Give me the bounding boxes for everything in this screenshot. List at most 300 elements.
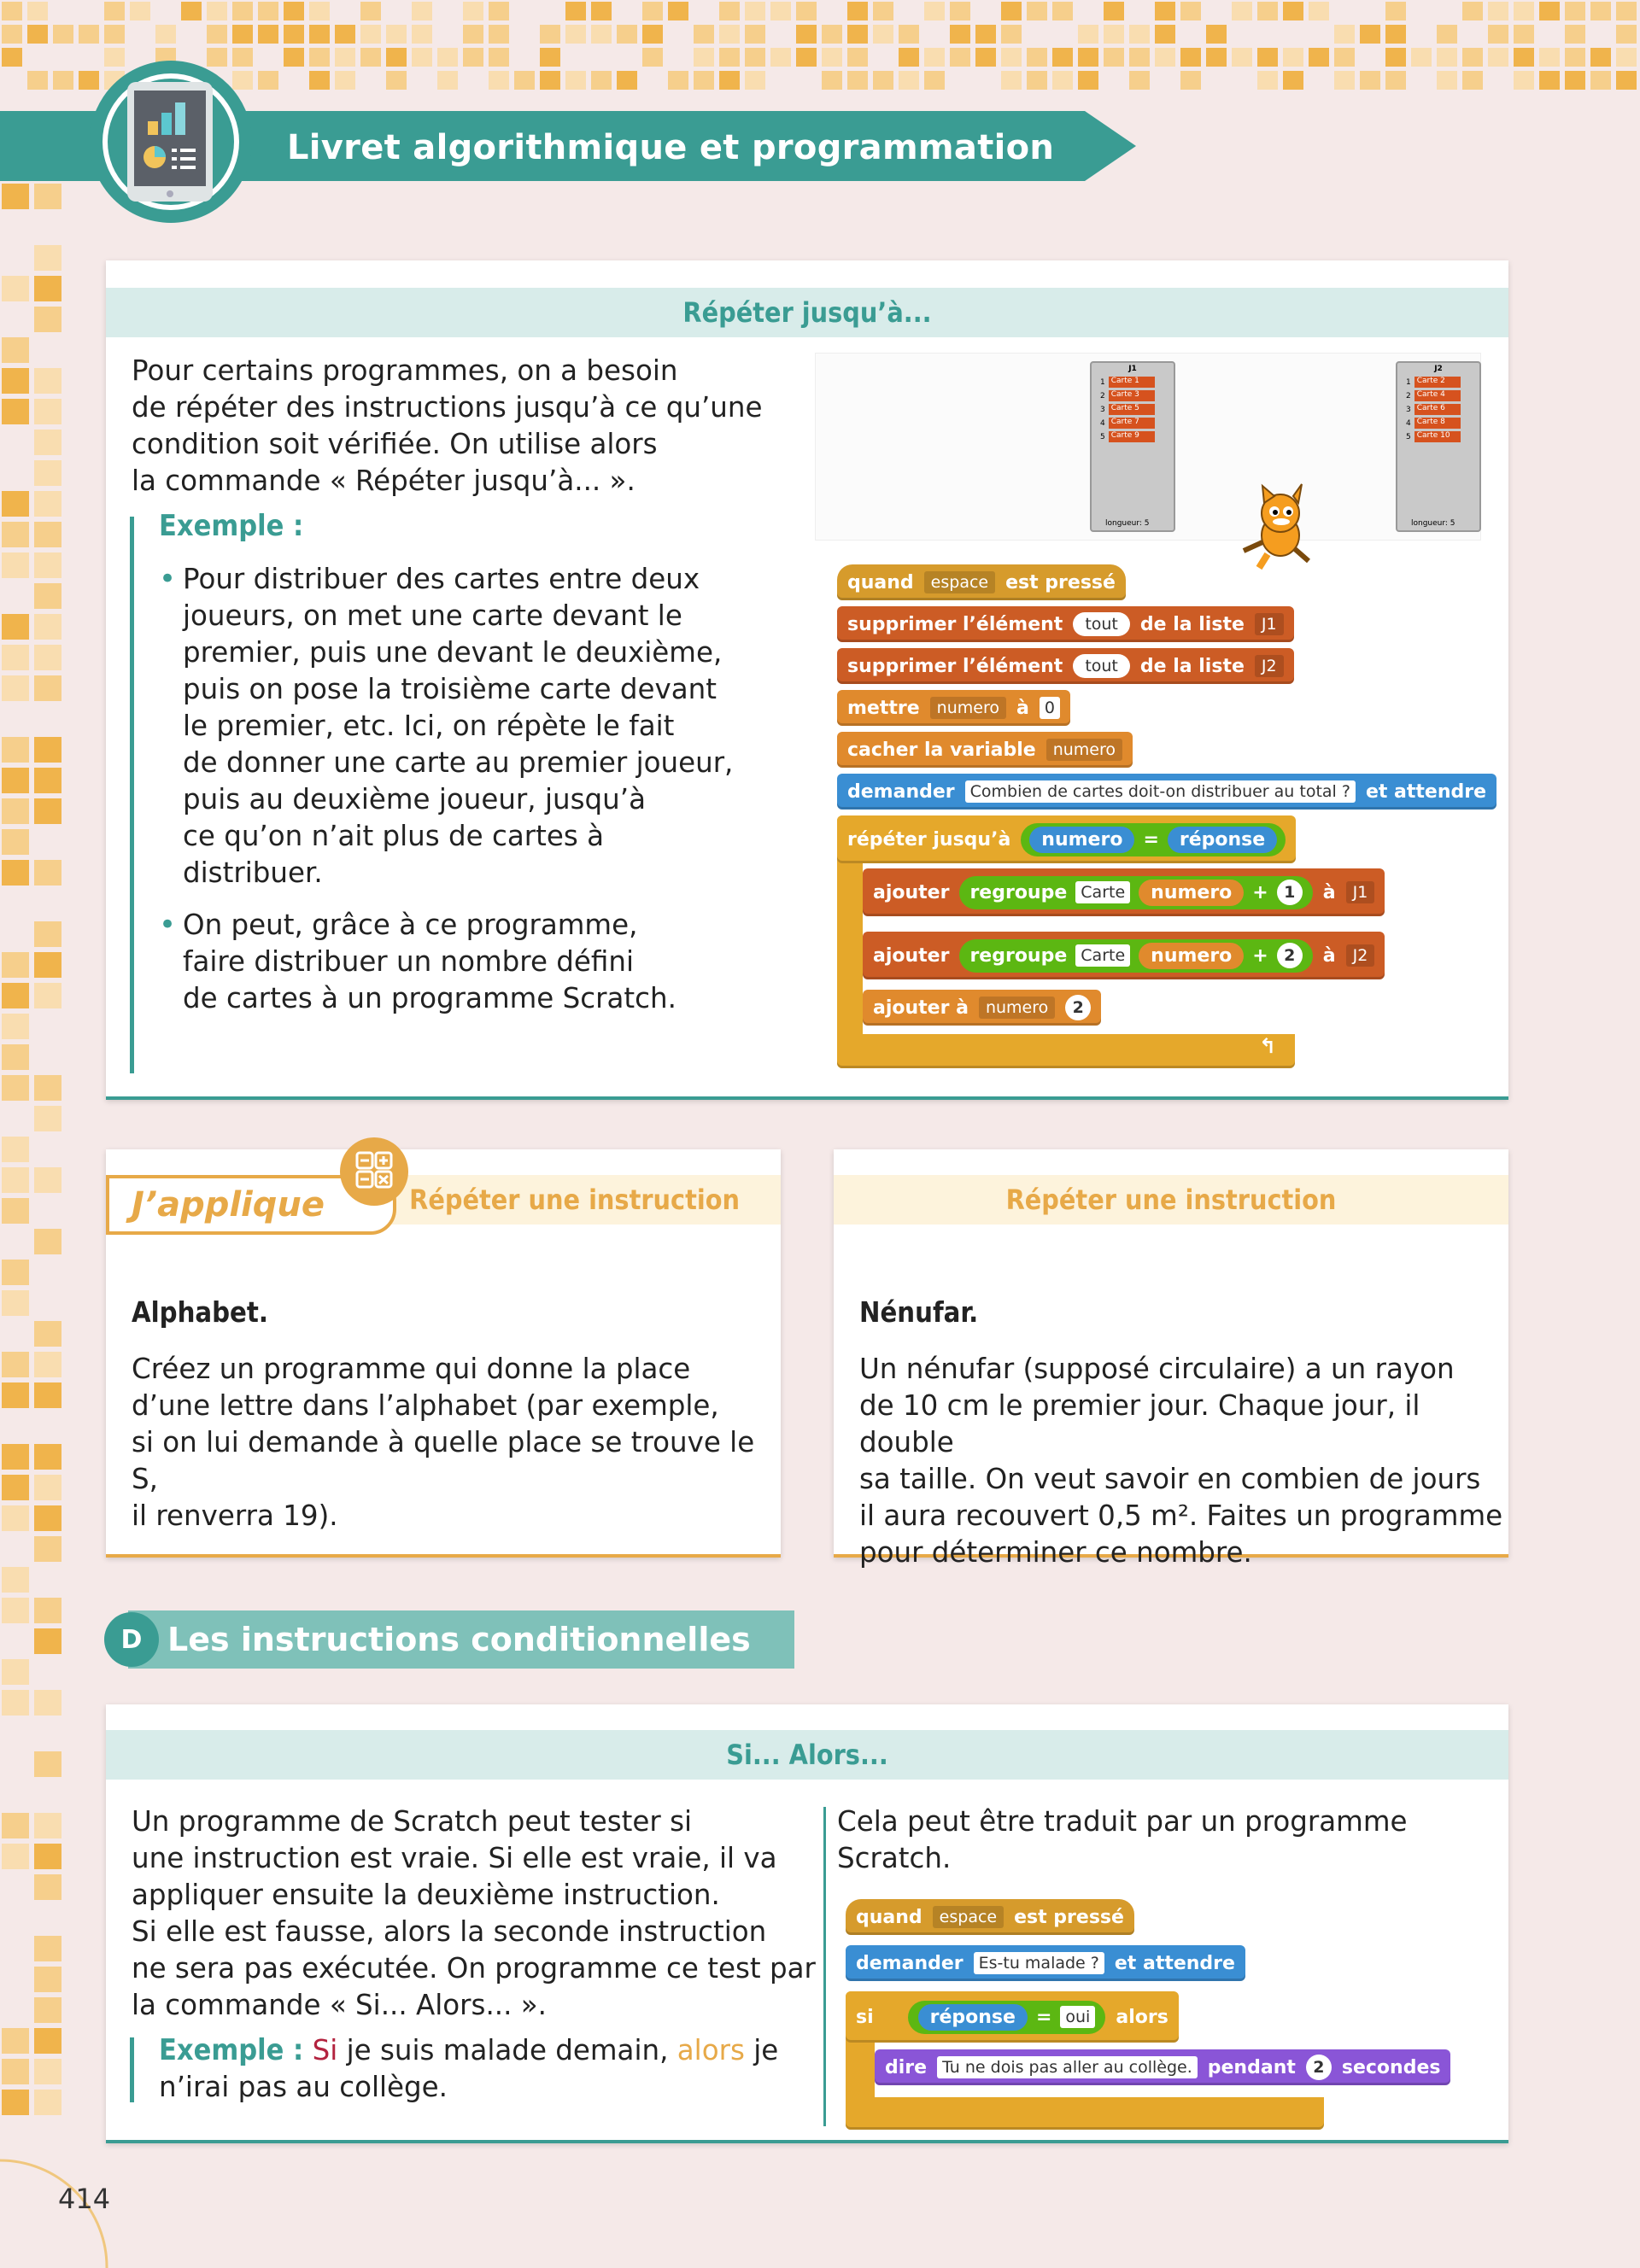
list-item: Carte 10	[1414, 431, 1461, 442]
pattern-tile	[2, 1690, 29, 1716]
list-j1: J1 1 Carte 1 2 Carte 3 3 Carte 5 4 Carte 7 5 Carte 9 longueur: 5	[1090, 361, 1175, 532]
pattern-tile	[1462, 2, 1483, 20]
pattern-tile	[489, 48, 509, 67]
pattern-tile	[34, 2090, 62, 2115]
pattern-tile	[34, 1475, 62, 1500]
block-delete-j1: supprimer l’élément tout de la liste J1	[837, 606, 1294, 642]
pattern-tile	[950, 25, 970, 44]
pattern-tile	[1565, 2, 1585, 20]
calculator-icon	[338, 1136, 410, 1207]
pattern-tile	[34, 2059, 62, 2084]
pattern-tile	[34, 1844, 62, 1869]
pattern-tile	[34, 2028, 62, 2054]
pattern-tile	[924, 71, 945, 90]
page-number: 414	[58, 2183, 111, 2215]
pattern-tile	[2, 368, 29, 394]
pattern-tile	[1052, 2, 1073, 20]
pattern-tile	[2, 2028, 29, 2054]
pattern-tile	[258, 25, 278, 44]
pattern-tile	[1385, 2, 1406, 20]
pattern-tile	[34, 245, 62, 271]
loop-arrow-icon: ↰	[1259, 1034, 1277, 1058]
pattern-tile	[514, 71, 535, 90]
pattern-tile	[284, 48, 304, 67]
pattern-tile	[34, 307, 62, 332]
pattern-tile	[258, 71, 278, 90]
pattern-tile	[34, 1967, 62, 1992]
pattern-tile	[104, 2, 125, 20]
pattern-tile	[694, 25, 714, 44]
pattern-tile	[360, 25, 381, 44]
pattern-tile	[2, 2, 22, 20]
pattern-tile	[1514, 25, 1534, 44]
pattern-tile	[847, 48, 868, 67]
block-repeat-until: répéter jusqu’à numero = réponse	[837, 815, 1296, 863]
pattern-tile	[1309, 2, 1329, 20]
pattern-tile	[2, 337, 29, 363]
pattern-tile	[1206, 25, 1227, 44]
pattern-tile	[1385, 25, 1406, 44]
pattern-tile	[642, 2, 663, 20]
pattern-tile	[719, 71, 740, 90]
pattern-tile	[1539, 2, 1560, 20]
pattern-tile	[181, 2, 202, 20]
pattern-tile	[34, 552, 62, 578]
pattern-tile	[642, 48, 663, 67]
pattern-tile	[975, 25, 996, 44]
pattern-tile	[899, 25, 919, 44]
pattern-tile	[1462, 48, 1483, 67]
pattern-tile	[1616, 71, 1637, 90]
pattern-tile	[2, 184, 29, 209]
pattern-tile	[27, 25, 48, 44]
pattern-tile	[34, 522, 62, 547]
pattern-tile	[950, 2, 970, 20]
pattern-tile	[1001, 2, 1022, 20]
pattern-tile	[437, 71, 458, 90]
pattern-tile	[335, 25, 355, 44]
pattern-tile	[2, 276, 29, 301]
pattern-tile	[694, 48, 714, 67]
pattern-tile	[1590, 2, 1611, 20]
block-say: dire Tu ne dois pas aller au collège. pendant 2 secondes	[875, 2049, 1450, 2085]
if-then-card	[106, 1704, 1508, 2143]
pattern-tile	[1539, 71, 1560, 90]
pattern-tile	[745, 25, 765, 44]
pattern-tile	[2, 491, 29, 517]
pattern-tile	[1104, 48, 1124, 67]
pattern-tile	[2, 48, 22, 67]
pattern-tile	[34, 675, 62, 701]
pattern-tile	[873, 71, 893, 90]
pattern-tile	[34, 921, 62, 947]
pattern-tile	[1001, 48, 1022, 67]
repeat-intro: Pour certains programmes, on a besoin de répéter des instructions jusqu’à ce qu’une condition soit vérifiée. On utilise alors la commande « Répéter jusqu’à... ».	[132, 354, 763, 497]
pattern-tile	[1232, 48, 1252, 67]
column-divider	[823, 1807, 826, 2126]
section-d-letter-badge: D	[104, 1612, 159, 1667]
pattern-tile	[1514, 2, 1534, 20]
pattern-tile	[1078, 48, 1098, 67]
pattern-tile	[386, 25, 407, 44]
pattern-tile	[2, 1198, 29, 1224]
pattern-tile	[719, 2, 740, 20]
pattern-tile	[1437, 48, 1457, 67]
pattern-tile	[1257, 48, 1278, 67]
pattern-tile	[2, 1598, 29, 1623]
pattern-tile	[2, 2059, 29, 2084]
pattern-tile	[1257, 2, 1278, 20]
pattern-tile	[1104, 2, 1124, 20]
pattern-tile	[34, 1321, 62, 1347]
bullet-program: • On peut, grâce à ce programme, faire distribuer un nombre défini de cartes à un programme Scratch.	[159, 907, 842, 1017]
pattern-tile	[1180, 71, 1201, 90]
if-then-example: Exemple : Si je suis malade demain, alors je n’irai pas au collège.	[159, 2033, 779, 2103]
pattern-tile	[2, 983, 29, 1008]
pattern-tile	[873, 25, 893, 44]
pattern-tile	[34, 1167, 62, 1193]
pattern-tile	[34, 1505, 62, 1531]
pattern-tile	[796, 48, 817, 67]
example-rule	[130, 517, 134, 1073]
block-when-key: quand espace est pressé	[846, 1899, 1134, 1935]
pattern-tile	[1590, 48, 1611, 67]
exercise-heading: Répéter une instruction	[834, 1175, 1508, 1225]
pattern-tile	[309, 2, 330, 20]
pattern-tile	[873, 2, 893, 20]
pattern-tile	[2, 1075, 29, 1101]
pattern-tile	[463, 48, 483, 67]
pattern-tile	[1462, 71, 1483, 90]
pattern-tile	[591, 25, 612, 44]
pattern-tile	[950, 48, 970, 67]
pattern-tile	[591, 71, 612, 90]
pattern-tile	[745, 71, 765, 90]
pattern-tile	[565, 25, 586, 44]
pattern-tile	[2, 25, 22, 44]
pattern-tile	[847, 2, 868, 20]
pattern-tile	[2, 1505, 29, 1531]
pattern-tile	[2, 1014, 29, 1039]
repeat-until-heading: Répéter jusqu’à...	[106, 288, 1508, 337]
list-item: Carte 4	[1414, 390, 1461, 401]
pattern-tile	[284, 2, 304, 20]
pattern-tile	[1616, 2, 1637, 20]
pattern-tile	[309, 71, 330, 90]
pattern-tile	[27, 2, 48, 20]
pattern-tile	[975, 48, 996, 67]
page-title: Livret algorithmique et programmation	[287, 128, 1055, 167]
block-if: si réponse = oui alors	[846, 1991, 1179, 2043]
pattern-tile	[770, 2, 791, 20]
pattern-tile	[2, 1444, 29, 1470]
pattern-tile	[463, 25, 483, 44]
pattern-tile	[1001, 71, 1022, 90]
pattern-tile	[412, 25, 432, 44]
block-change-variable: ajouter à numero 2	[863, 990, 1101, 1026]
pattern-tile	[2, 645, 29, 670]
pattern-tile	[53, 25, 73, 44]
pattern-tile	[1001, 25, 1022, 44]
pattern-tile	[565, 2, 586, 20]
pattern-tile	[2, 1382, 29, 1408]
pattern-tile	[1488, 48, 1508, 67]
pattern-tile	[1027, 71, 1047, 90]
pattern-tile	[437, 48, 458, 67]
pattern-tile	[1616, 25, 1637, 44]
pattern-tile	[34, 737, 62, 763]
block-if-bottom	[846, 2097, 1324, 2130]
pattern-tile	[34, 1106, 62, 1131]
list-item: Carte 9	[1109, 431, 1155, 442]
pattern-tile	[2, 1659, 29, 1685]
pattern-tile	[34, 1536, 62, 1562]
pattern-tile	[719, 25, 740, 44]
pattern-tile	[1590, 71, 1611, 90]
pattern-tile	[1334, 25, 1355, 44]
pattern-tile	[617, 25, 637, 44]
pattern-tile	[1104, 25, 1124, 44]
block-ask: demander Es-tu malade ? et attendre	[846, 1945, 1245, 1981]
pattern-tile	[386, 71, 407, 90]
pattern-tile	[489, 71, 509, 90]
pattern-tile	[34, 1690, 62, 1716]
pattern-tile	[2, 675, 29, 701]
pattern-tile	[1360, 71, 1380, 90]
pattern-tile	[34, 1075, 62, 1101]
pattern-tile	[34, 768, 62, 793]
list-item: Carte 1	[1109, 377, 1155, 388]
pattern-tile	[207, 2, 227, 20]
pattern-tile	[79, 25, 99, 44]
list-item: Carte 7	[1109, 418, 1155, 429]
pattern-tile	[2, 798, 29, 824]
tablet-chart-icon	[90, 56, 252, 227]
pattern-tile	[34, 491, 62, 517]
pattern-tile	[27, 71, 48, 90]
pattern-tile	[822, 25, 842, 44]
pattern-tile	[489, 25, 509, 44]
pattern-tile	[2, 768, 29, 793]
pattern-tile	[34, 430, 62, 455]
pattern-tile	[34, 276, 62, 301]
pattern-tile	[1078, 71, 1098, 90]
pattern-tile	[2, 1844, 29, 1869]
pattern-tile	[745, 48, 765, 67]
pattern-tile	[2, 1290, 29, 1316]
pattern-tile	[232, 2, 253, 20]
pattern-tile	[34, 1352, 62, 1377]
bullet-distribute: • Pour distribuer des cartes entre deux joueurs, on met une carte devant le premier, puis une devant le deuxième, puis on pose la troisième carte devant le premier, etc. Ici, on répète le fait de donner une carte au premier joueur, puis au deuxième joueur, jusqu’à ce qu’on n’ait plus de cartes à distribuer.	[159, 561, 842, 891]
pattern-tile	[34, 368, 62, 394]
example-label: Exemple :	[159, 509, 304, 543]
pattern-tile	[2, 2090, 29, 2115]
pattern-tile	[770, 48, 791, 67]
pattern-tile	[2, 1352, 29, 1377]
block-add-j2: ajouter regroupe Carte numero + 2 à J2	[863, 932, 1385, 979]
pattern-tile	[1078, 25, 1098, 44]
pattern-tile	[489, 2, 509, 20]
pattern-tile	[2, 1137, 29, 1162]
list-item: Carte 2	[1414, 377, 1461, 388]
pattern-tile	[2, 399, 29, 424]
repeat-until-card	[106, 260, 1508, 1100]
pattern-tile	[1052, 71, 1073, 90]
pattern-tile	[34, 1936, 62, 1961]
exercise-body: Créez un programme qui donne la place d’une lettre dans l’alphabet (par exemple, si on lui demande à quelle place se trouve le S, il renverra 19).	[132, 1353, 755, 1532]
pattern-tile	[1437, 71, 1457, 90]
pattern-tile	[565, 71, 586, 90]
pattern-tile	[2, 1813, 29, 1838]
pattern-tile	[694, 71, 714, 90]
pattern-tile	[1283, 71, 1303, 90]
pattern-tile	[360, 48, 381, 67]
pattern-tile	[2, 522, 29, 547]
pattern-tile	[412, 48, 432, 67]
pattern-tile	[34, 583, 62, 609]
pattern-tile	[34, 1444, 62, 1470]
pattern-tile	[130, 2, 150, 20]
if-then-explanation: Un programme de Scratch peut tester si une instruction est vraie. Si elle est vraie, il va appliquer ensuite la deuxième instruction. Si elle est fausse, alors la seconde instruction ne sera pas exécutée. On programme ce test par la commande « Si... Alors... ».	[132, 1805, 816, 2021]
block-ask: demander Combien de cartes doit-on distribuer au total ? et attendre	[837, 774, 1496, 810]
section-d-title: Les instructions conditionnelles	[167, 1621, 751, 1658]
pattern-tile	[1052, 48, 1073, 67]
pattern-tile	[258, 2, 278, 20]
list-j2: J2 1 Carte 2 2 Carte 4 3 Carte 6 4 Carte 8 5 Carte 10 longueur: 5	[1396, 361, 1481, 532]
pattern-tile	[1309, 48, 1329, 67]
pattern-tile	[1155, 48, 1175, 67]
block-add-j1: ajouter regroupe Carte numero + 1 à J1	[863, 868, 1385, 916]
list-item: Carte 5	[1109, 404, 1155, 415]
block-set-variable: mettre numero à 0	[837, 690, 1070, 726]
list-item: Carte 8	[1414, 418, 1461, 429]
pattern-tile	[2, 1475, 29, 1500]
pattern-tile	[847, 71, 868, 90]
pattern-tile	[232, 25, 253, 44]
pattern-tile	[34, 1813, 62, 1838]
pattern-tile	[284, 25, 304, 44]
pattern-tile	[34, 983, 62, 1008]
pattern-tile	[642, 25, 663, 44]
if-then-right-intro: Cela peut être traduit par un programme Scratch.	[837, 1805, 1408, 1874]
block-repeat-until-bottom	[837, 1034, 1295, 1068]
pattern-tile	[2, 829, 29, 855]
pattern-tile	[34, 952, 62, 978]
pattern-tile	[34, 1751, 62, 1777]
pattern-tile	[1129, 71, 1150, 90]
pattern-tile	[1514, 71, 1534, 90]
pattern-tile	[822, 48, 842, 67]
list-item: Carte 6	[1414, 404, 1461, 415]
pattern-tile	[1129, 48, 1150, 67]
pattern-tile	[1539, 48, 1560, 67]
pattern-tile	[2, 1044, 29, 1070]
pattern-tile	[1360, 25, 1380, 44]
if-then-heading: Si... Alors...	[106, 1730, 1508, 1780]
pattern-tile	[540, 48, 560, 67]
pattern-tile	[796, 2, 817, 20]
pattern-tile	[335, 48, 355, 67]
block-when-key: quand espace est pressé	[837, 564, 1126, 600]
pattern-tile	[207, 25, 227, 44]
pattern-tile	[2, 614, 29, 640]
pattern-tile	[2, 1567, 29, 1593]
pattern-tile	[1180, 2, 1201, 20]
exercise-title: Nénufar.	[859, 1296, 979, 1329]
pattern-tile	[1565, 25, 1585, 44]
example-rule	[130, 2037, 134, 2102]
pattern-tile	[1180, 48, 1201, 67]
pattern-tile	[924, 48, 945, 67]
pattern-tile	[899, 48, 919, 67]
pattern-tile	[335, 71, 355, 90]
pattern-tile	[104, 25, 125, 44]
pattern-tile	[2, 860, 29, 886]
pattern-tile	[591, 2, 612, 20]
pattern-tile	[540, 25, 560, 44]
example-bullets	[159, 561, 842, 1032]
pattern-tile	[924, 2, 945, 20]
pattern-tile	[386, 48, 407, 67]
japplique-badge: J’applique	[106, 1175, 396, 1235]
pattern-tile	[34, 460, 62, 486]
pattern-tile	[1437, 25, 1457, 44]
pattern-tile	[1411, 48, 1432, 67]
pattern-tile	[34, 645, 62, 670]
pattern-tile	[34, 1229, 62, 1254]
scratch-cat-icon	[1233, 482, 1327, 576]
pattern-tile	[34, 798, 62, 824]
pattern-tile	[34, 1628, 62, 1654]
pattern-tile	[745, 2, 765, 20]
pattern-tile	[53, 71, 73, 90]
pattern-tile	[2, 952, 29, 978]
pattern-tile	[822, 71, 842, 90]
pattern-tile	[1283, 2, 1303, 20]
pattern-tile	[1565, 71, 1585, 90]
pattern-tile	[463, 2, 483, 20]
pattern-tile	[1257, 71, 1278, 90]
block-hide-variable: cacher la variable numero	[837, 732, 1133, 768]
pattern-tile	[34, 1874, 62, 1900]
pattern-tile	[1283, 48, 1303, 67]
pattern-tile	[1155, 2, 1175, 20]
pattern-tile	[1616, 48, 1637, 67]
pattern-tile	[668, 71, 688, 90]
exercise-title: Alphabet.	[132, 1296, 268, 1329]
pattern-tile	[540, 71, 560, 90]
pattern-tile	[2, 552, 29, 578]
pattern-tile	[155, 25, 176, 44]
block-delete-j2: supprimer l’élément tout de la liste J2	[837, 648, 1294, 684]
list-item: Carte 3	[1109, 390, 1155, 401]
pattern-tile	[309, 25, 330, 44]
pattern-tile	[34, 1382, 62, 1408]
pattern-tile	[1385, 48, 1406, 67]
pattern-tile	[34, 614, 62, 640]
pattern-tile	[2, 737, 29, 763]
pattern-tile	[899, 71, 919, 90]
pattern-tile	[412, 2, 432, 20]
pattern-tile	[34, 1997, 62, 2023]
pattern-tile	[1334, 71, 1355, 90]
pattern-tile	[1488, 25, 1508, 44]
pattern-tile	[34, 399, 62, 424]
pattern-tile	[1514, 48, 1534, 67]
pattern-tile	[847, 25, 868, 44]
pattern-tile	[1155, 25, 1175, 44]
exercise-heading: Répéter une instruction	[409, 1184, 740, 1216]
